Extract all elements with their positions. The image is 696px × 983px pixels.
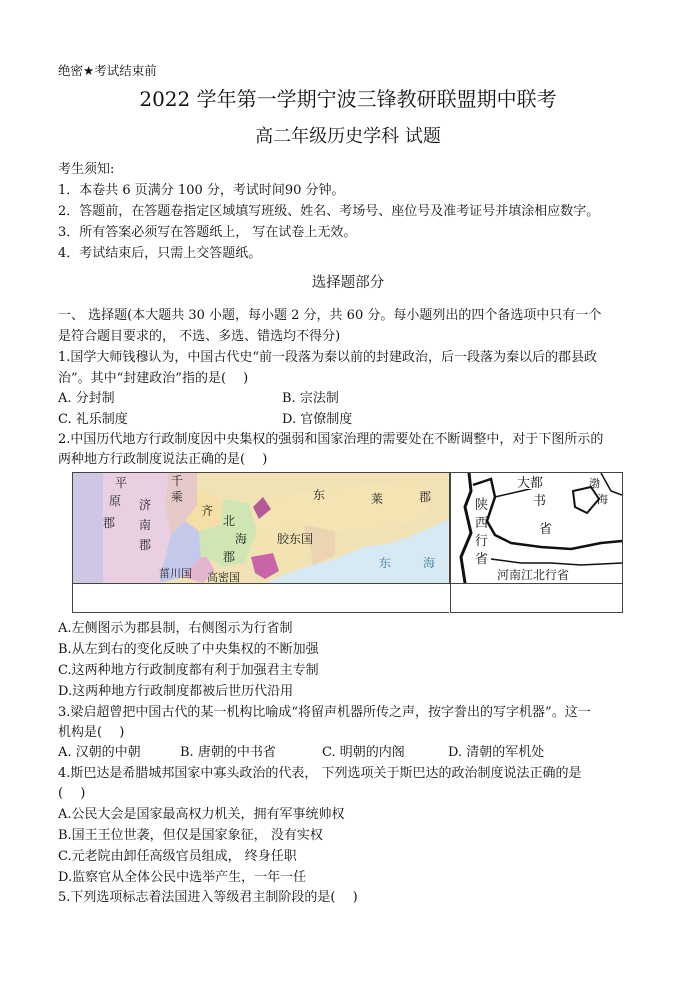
question-2-option-c[interactable]: C.这两种地方行政制度都有利于加强君主专制 xyxy=(58,663,319,678)
map-right-footer xyxy=(450,584,623,613)
question-1-option-b[interactable]: B. 宗法制 xyxy=(282,391,339,406)
question-3-option-c[interactable]: C. 明朝的内阁 xyxy=(322,745,405,760)
map-label: 海 xyxy=(235,532,248,546)
part-intro: 一、 选择题(本大题共 30 小题，每小题 2 分，共 60 分。每小题列出的四个备选项中只有一个 xyxy=(58,308,602,323)
map-label: 渤 xyxy=(589,477,600,490)
question-4-option-a[interactable]: A.公民大会是国家最高权力机关，拥有军事统帅权 xyxy=(58,807,345,822)
map-label: 大都 xyxy=(517,476,544,491)
question-2-option-d[interactable]: D.这两种地方行政制度都被后世历代沿用 xyxy=(58,684,294,699)
map-label: 菑川国 xyxy=(159,567,192,580)
part-intro: 是符合题目要求的， 不选、多选、错选均不得分) xyxy=(58,329,341,344)
question-1-option-c[interactable]: C. 礼乐制度 xyxy=(58,412,128,427)
question-2-stem: 两种地方行政制度说法正确的是( ) xyxy=(58,452,268,467)
map-label: 千 xyxy=(171,474,184,488)
map-label: 郡 xyxy=(419,490,432,504)
map-label: 东 xyxy=(313,488,326,502)
question-4-stem: ( ) xyxy=(58,786,86,801)
question-1-stem: 治”。其中“封建政治”指的是( ) xyxy=(58,371,249,386)
question-3-stem: 机构是( ) xyxy=(58,725,125,740)
map-label: 南 xyxy=(139,518,152,532)
instruction-item: 4．考试结束后，只需上交答题纸。 xyxy=(58,246,262,261)
map-label: 平 xyxy=(115,476,128,490)
question-1-option-d[interactable]: D. 官僚制度 xyxy=(282,412,353,427)
question-4-option-d[interactable]: D.监察官从全体公民中选举产生，一年一任 xyxy=(58,870,307,885)
map-label: 省 xyxy=(475,552,489,567)
instruction-item: 1．本卷共 6 页满分 100 分，考试时间90 分钟。 xyxy=(58,183,345,198)
question-2-option-b[interactable]: B.从左到右的变化反映了中央集权的不断加强 xyxy=(58,642,319,657)
map-label: 乘 xyxy=(171,490,184,504)
question-3-option-b[interactable]: B. 唐朝的中书省 xyxy=(180,745,276,760)
yuan-province-map xyxy=(450,472,623,584)
han-commandery-map xyxy=(72,472,450,584)
map-label: 东 xyxy=(379,556,392,570)
map-label: 书 xyxy=(533,494,547,509)
map-label: 济 xyxy=(139,498,152,512)
instruction-item: 3．所有答案必须写在答题纸上， 写在试卷上无效。 xyxy=(58,225,357,240)
map-label: 高密国 xyxy=(207,571,240,583)
question-2-maps xyxy=(72,472,622,612)
section-title: 选择题部分 xyxy=(311,275,385,291)
map-label: 齐 xyxy=(201,504,214,518)
map-label: 郡 xyxy=(223,550,236,564)
instruction-item: 2．答题前，在答题卷指定区域填写班级、姓名、考场号、座位号及准考证号并填涂相应数字。 xyxy=(58,204,600,219)
question-1-option-a[interactable]: A. 分封制 xyxy=(58,391,115,406)
map-label: 北 xyxy=(223,514,236,528)
map-label: 海 xyxy=(597,493,608,506)
question-1-stem: 1.国学大师钱穆认为，中国古代史“前一段落为秦以前的封建政治，后一段落为秦以后的郡县政 xyxy=(58,350,598,365)
question-2-option-a[interactable]: A.左侧图示为郡县制，右侧图示为行省制 xyxy=(58,621,293,636)
question-5-stem: 5.下列选项标志着法国进入等级君主制阶段的是( ) xyxy=(58,890,358,905)
question-4-option-b[interactable]: B.国王王位世袭，但仅是国家象征， 没有实权 xyxy=(58,828,323,843)
map-label: 郡 xyxy=(139,538,152,552)
question-3-stem: 3.梁启超曾把中国古代的某一机构比喻成“将留声机器所传之声，按字誊出的写字机器”。这一 xyxy=(58,705,591,720)
question-4-stem: 4.斯巴达是希腊城邦国家中寡头政治的代表， 下列选项关于斯巴达的政治制度说法正确的是 xyxy=(58,766,582,781)
question-3-option-d[interactable]: D. 清朝的军机处 xyxy=(448,745,545,760)
question-3-option-a[interactable]: A. 汉朝的中朝 xyxy=(58,745,141,760)
map-label: 莱 xyxy=(371,492,384,506)
exam-title: 2022 学年第一学期宁波三锋教研联盟期中联考 xyxy=(139,87,557,111)
question-2-stem: 2.中国历代地方行政制度因中央集权的强弱和国家治理的需要处在不断调整中，对于下图所示的 xyxy=(58,432,604,447)
map-label: 省 xyxy=(539,522,553,537)
question-4-option-c[interactable]: C.元老院由卸任高级官员组成， 终身任职 xyxy=(58,849,297,864)
map-label: 海 xyxy=(423,556,436,570)
confidential-note: 绝密★考试结束前 xyxy=(58,63,157,78)
map-label: 西 xyxy=(475,516,489,531)
exam-subtitle: 高二年级历史学科 试题 xyxy=(255,126,441,147)
map-label: 郡 xyxy=(103,516,116,530)
map-label: 河南江北行省 xyxy=(497,568,570,582)
map-label: 胶东国 xyxy=(277,532,314,546)
map-label: 陕 xyxy=(475,498,489,513)
instructions-heading: 考生须知: xyxy=(58,162,115,177)
map-label: 原 xyxy=(109,494,122,508)
map-left-footer xyxy=(72,584,449,613)
map-label: 行 xyxy=(475,534,489,549)
